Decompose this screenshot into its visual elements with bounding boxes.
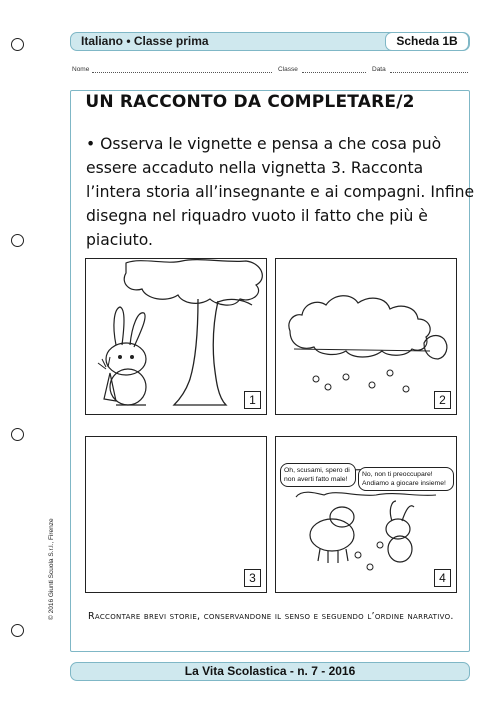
binder-hole-4 xyxy=(11,624,24,637)
panel-number-3: 3 xyxy=(244,569,261,587)
binder-hole-2 xyxy=(11,234,24,247)
panel-2-drawing xyxy=(276,259,458,416)
panel-1-drawing xyxy=(86,259,268,416)
comic-panel-4 xyxy=(275,436,457,593)
panel-number-2: 2 xyxy=(434,391,451,409)
comic-panel-1 xyxy=(85,258,267,415)
name-label: Nome xyxy=(72,66,90,73)
binder-hole-3 xyxy=(11,428,24,441)
panel-4-drawing xyxy=(276,437,458,594)
comic-panel-3[interactable] xyxy=(85,436,267,593)
binder-hole-1 xyxy=(11,38,24,51)
date-label: Data xyxy=(372,66,386,73)
instructions-text: • Osserva le vignette e pensa a che cosa può essere accaduto nella vignetta 3. Racconta l’intera storia all’insegnante e ai compagni. Infine disegna nel riquadro vuoto il fatto che più è piaciuto. xyxy=(86,135,475,249)
student-fields xyxy=(70,66,470,80)
sheet-label: Scheda 1B xyxy=(385,32,469,51)
class-label: Classe xyxy=(278,66,298,73)
speech-bubble-rabbit: No, non ti preoccupare! Andiamo a giocare insieme! xyxy=(358,467,454,491)
page-title: UN RACCONTO DA COMPLETARE/2 xyxy=(85,92,415,112)
header-bar xyxy=(70,32,470,51)
footer-bar: La Vita Scolastica - n. 7 - 2016 xyxy=(70,662,470,681)
panel-number-4: 4 xyxy=(434,569,451,587)
panel-number-1: 1 xyxy=(244,391,261,409)
class-field[interactable] xyxy=(302,72,366,73)
learning-objective: Raccontare brevi storie, conservandone il senso e seguendo l’ordine narrativo. xyxy=(88,611,454,622)
speech-bubble-sheep: Oh, scusami, spero di non averti fatto male! xyxy=(280,463,356,487)
subject-label: Italiano • Classe prima xyxy=(81,34,209,48)
date-field[interactable] xyxy=(390,72,468,73)
copyright-text: © 2016 Giunti Scuola S.r.l., Firenze xyxy=(48,518,55,620)
comic-panel-2 xyxy=(275,258,457,415)
name-field[interactable] xyxy=(92,72,272,73)
